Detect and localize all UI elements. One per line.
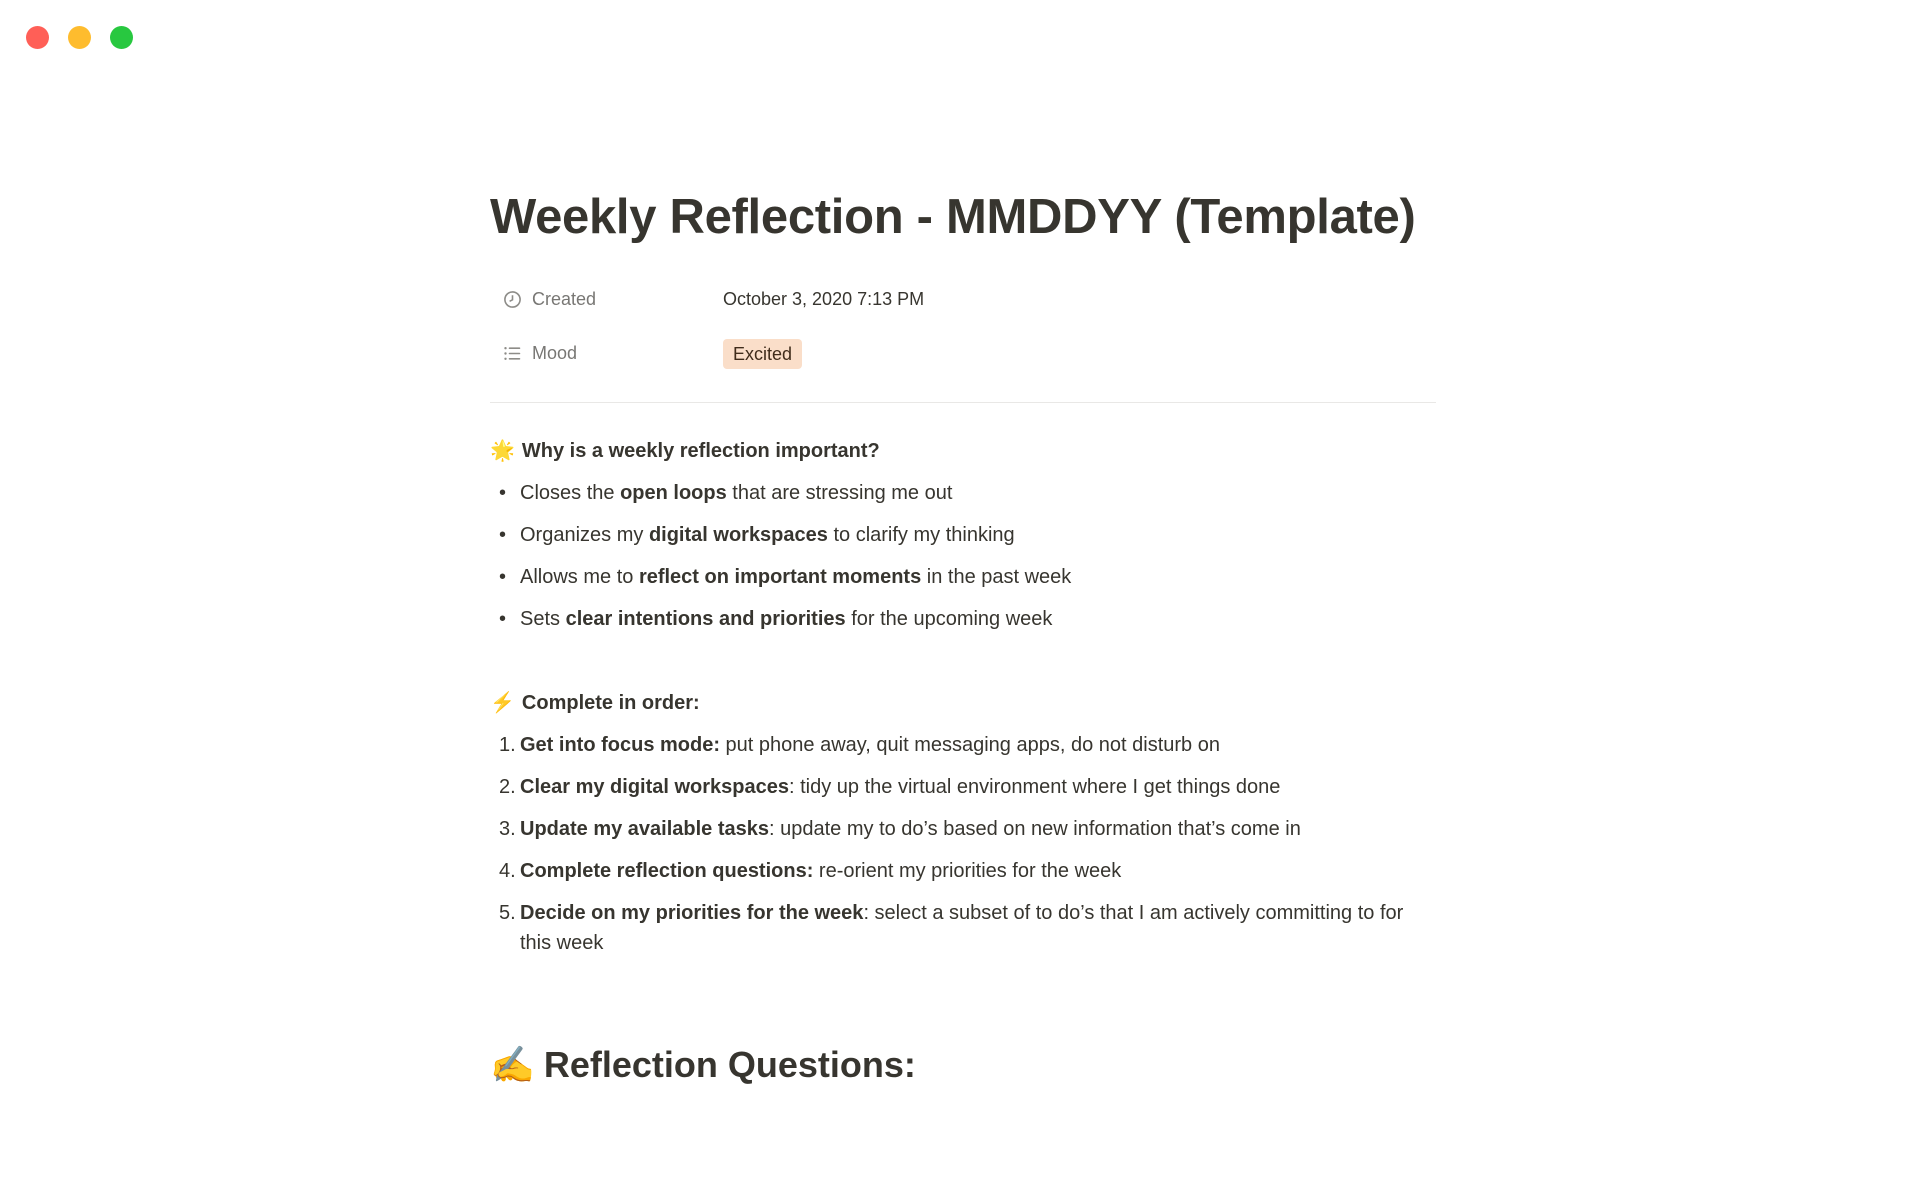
bold-text-segment: Update my available tasks [520, 817, 770, 840]
bold-text-segment: Clear my digital workspaces [520, 775, 790, 798]
text-segment: : tidy up the virtual environment where I get things done [789, 775, 1281, 798]
text-segment: for the upcoming week [845, 607, 1053, 630]
bold-text-segment: digital workspaces [648, 523, 828, 546]
list-item[interactable] [490, 472, 1436, 514]
list-number: 4. [499, 859, 516, 882]
window-controls [26, 26, 133, 49]
list-item-text [520, 562, 1436, 592]
page-properties [490, 283, 1436, 371]
list-item[interactable] [490, 766, 1436, 808]
list-number: 5. [499, 901, 516, 924]
property-value-created[interactable]: October 3, 2020 7:13 PM [723, 289, 925, 310]
reflection-heading-text: Reflection Questions: [543, 1043, 916, 1085]
list-item[interactable] [490, 724, 1436, 766]
why-heading-text: Why is a weekly reflection important? [521, 439, 880, 462]
why-bullet-list [490, 472, 1436, 640]
bulleted-list-icon [503, 344, 522, 363]
property-key-mood[interactable] [490, 343, 723, 364]
text-segment: Closes the [520, 481, 621, 504]
list-item[interactable] [490, 850, 1436, 892]
text-segment: Allows me to [520, 565, 639, 588]
list-item-text [520, 856, 1436, 886]
divider [490, 402, 1436, 403]
list-item[interactable] [490, 808, 1436, 850]
minimize-window-button[interactable] [68, 26, 91, 49]
property-key-created[interactable] [490, 289, 723, 310]
list-item[interactable] [490, 556, 1436, 598]
order-numbered-list [490, 724, 1436, 964]
close-window-button[interactable] [26, 26, 49, 49]
list-item[interactable] [490, 514, 1436, 556]
list-number: 3. [499, 817, 516, 840]
why-section-heading[interactable] [490, 430, 1436, 472]
property-row-mood[interactable] [490, 337, 1436, 371]
bold-text-segment: clear intentions and priorities [565, 607, 846, 630]
text-segment: to clarify my thinking [827, 523, 1015, 546]
list-item-text [520, 478, 1436, 508]
property-row-created[interactable] [490, 283, 1436, 317]
text-segment: re-orient my priorities for the week [813, 859, 1122, 882]
bold-text-segment: Get into focus mode: [520, 733, 720, 756]
text-segment: : select a subset of to do’s that I am actively committing to for this week [520, 901, 1404, 954]
text-segment: : update my to do’s based on new information that’s come in [769, 817, 1301, 840]
list-item[interactable] [490, 892, 1436, 964]
property-value-mood[interactable] [723, 339, 802, 369]
reflection-questions-heading[interactable] [490, 1042, 1436, 1089]
mood-tag-excited[interactable]: Excited [723, 339, 802, 369]
list-item-text [520, 520, 1436, 550]
bullet-marker: • [499, 481, 507, 504]
text-segment: that are stressing me out [726, 481, 953, 504]
notion-page [490, 0, 1436, 1088]
writing-hand-emoji: ✍️ [490, 1043, 535, 1085]
bold-text-segment: reflect on important moments [638, 565, 922, 588]
bold-text-segment: Complete reflection questions: [520, 859, 814, 882]
high-voltage-emoji: ⚡ [490, 691, 515, 714]
list-item-text [520, 814, 1436, 844]
list-item-text [520, 772, 1436, 802]
list-item[interactable] [490, 598, 1436, 640]
text-segment: Sets [520, 607, 566, 630]
bold-text-segment: open loops [620, 481, 727, 504]
bullet-marker: • [499, 523, 507, 546]
order-section-heading[interactable] [490, 682, 1436, 724]
property-label: Created [532, 289, 597, 310]
text-segment: in the past week [921, 565, 1072, 588]
zoom-window-button[interactable] [110, 26, 133, 49]
bold-text-segment: Decide on my priorities for the week [520, 901, 864, 924]
list-item-text [520, 730, 1436, 760]
page-title[interactable]: Weekly Reflection - MMDDYY (Template) [490, 190, 1416, 244]
list-item-text [520, 604, 1436, 634]
bullet-marker: • [499, 607, 507, 630]
text-segment: Organizes my [520, 523, 649, 546]
list-number: 1. [499, 733, 516, 756]
clock-icon [503, 290, 522, 309]
property-label: Mood [532, 343, 578, 364]
text-segment: put phone away, quit messaging apps, do not disturb on [720, 733, 1220, 756]
list-number: 2. [499, 775, 516, 798]
empty-block[interactable] [490, 640, 1436, 682]
order-heading-text: Complete in order: [521, 691, 700, 714]
list-item-text [520, 898, 1436, 958]
glowing-star-emoji: 🌟 [490, 439, 515, 462]
bullet-marker: • [499, 565, 507, 588]
